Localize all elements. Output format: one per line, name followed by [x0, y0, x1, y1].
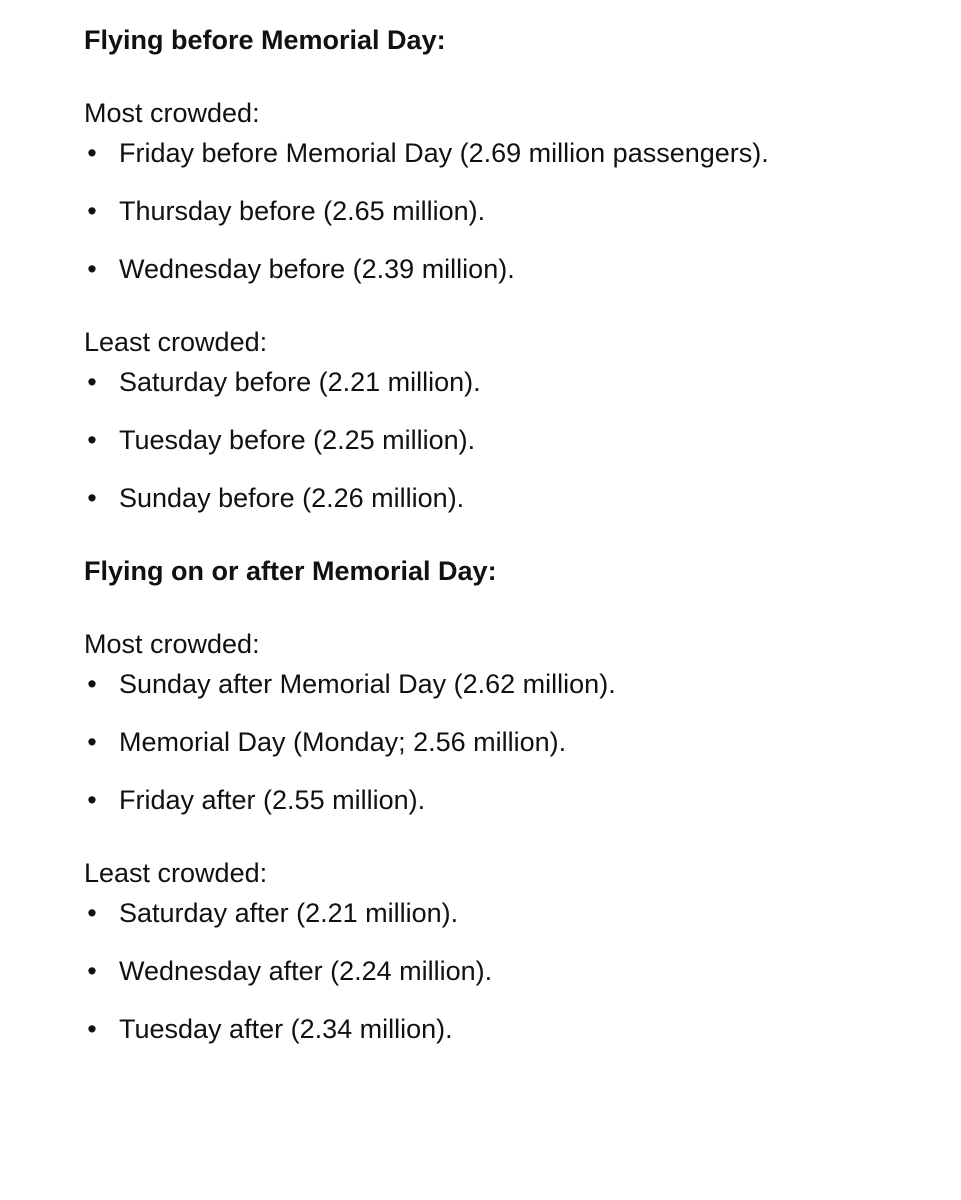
- bullet-icon: •: [87, 483, 97, 513]
- list-item: [84, 664, 944, 704]
- bullet-icon: •: [87, 138, 97, 168]
- list-item: [84, 780, 944, 820]
- list-item-text: Tuesday after (2.34 million).: [119, 1014, 453, 1044]
- bullet-icon: •: [87, 1014, 97, 1044]
- list-item: [84, 1009, 944, 1049]
- bullet-icon: •: [87, 254, 97, 284]
- list-item: [84, 133, 944, 173]
- list-item: [84, 722, 944, 762]
- list-item-text: Thursday before (2.65 million).: [119, 196, 486, 226]
- list-item-text: Sunday after Memorial Day (2.62 million).: [119, 669, 616, 699]
- section-heading-before: Flying before Memorial Day:: [84, 25, 446, 55]
- group-label-most-crowded-after: Most crowded:: [84, 629, 260, 659]
- group-label-least-crowded-before: Least crowded:: [84, 327, 268, 357]
- list-most-crowded-after: [84, 664, 944, 820]
- list-item: [84, 951, 944, 991]
- list-item-text: Sunday before (2.26 million).: [119, 483, 465, 513]
- bullet-icon: •: [87, 898, 97, 928]
- group-label-most-crowded-before: Most crowded:: [84, 98, 260, 128]
- list-item: [84, 249, 944, 289]
- list-item-text: Wednesday after (2.24 million).: [119, 956, 493, 986]
- list-item-text: Tuesday before (2.25 million).: [119, 425, 476, 455]
- list-item-text: Saturday after (2.21 million).: [119, 898, 459, 928]
- list-item: [84, 191, 944, 231]
- bullet-icon: •: [87, 367, 97, 397]
- list-most-crowded-before: [84, 133, 944, 289]
- section-heading-after: Flying on or after Memorial Day:: [84, 556, 497, 586]
- bullet-icon: •: [87, 956, 97, 986]
- list-least-crowded-after: [84, 893, 944, 1049]
- article-body: [84, 20, 944, 1049]
- group-label-least-crowded-after: Least crowded:: [84, 858, 268, 888]
- list-item-text: Memorial Day (Monday; 2.56 million).: [119, 727, 567, 757]
- bullet-icon: •: [87, 727, 97, 757]
- list-item: [84, 893, 944, 933]
- list-item-text: Friday before Memorial Day (2.69 million passengers).: [119, 138, 769, 168]
- list-least-crowded-before: [84, 362, 944, 518]
- list-item-text: Friday after (2.55 million).: [119, 785, 426, 815]
- list-item-text: Wednesday before (2.39 million).: [119, 254, 515, 284]
- list-item: [84, 420, 944, 460]
- bullet-icon: •: [87, 785, 97, 815]
- bullet-icon: •: [87, 196, 97, 226]
- list-item: [84, 478, 944, 518]
- list-item: [84, 362, 944, 402]
- bullet-icon: •: [87, 669, 97, 699]
- list-item-text: Saturday before (2.21 million).: [119, 367, 481, 397]
- bullet-icon: •: [87, 425, 97, 455]
